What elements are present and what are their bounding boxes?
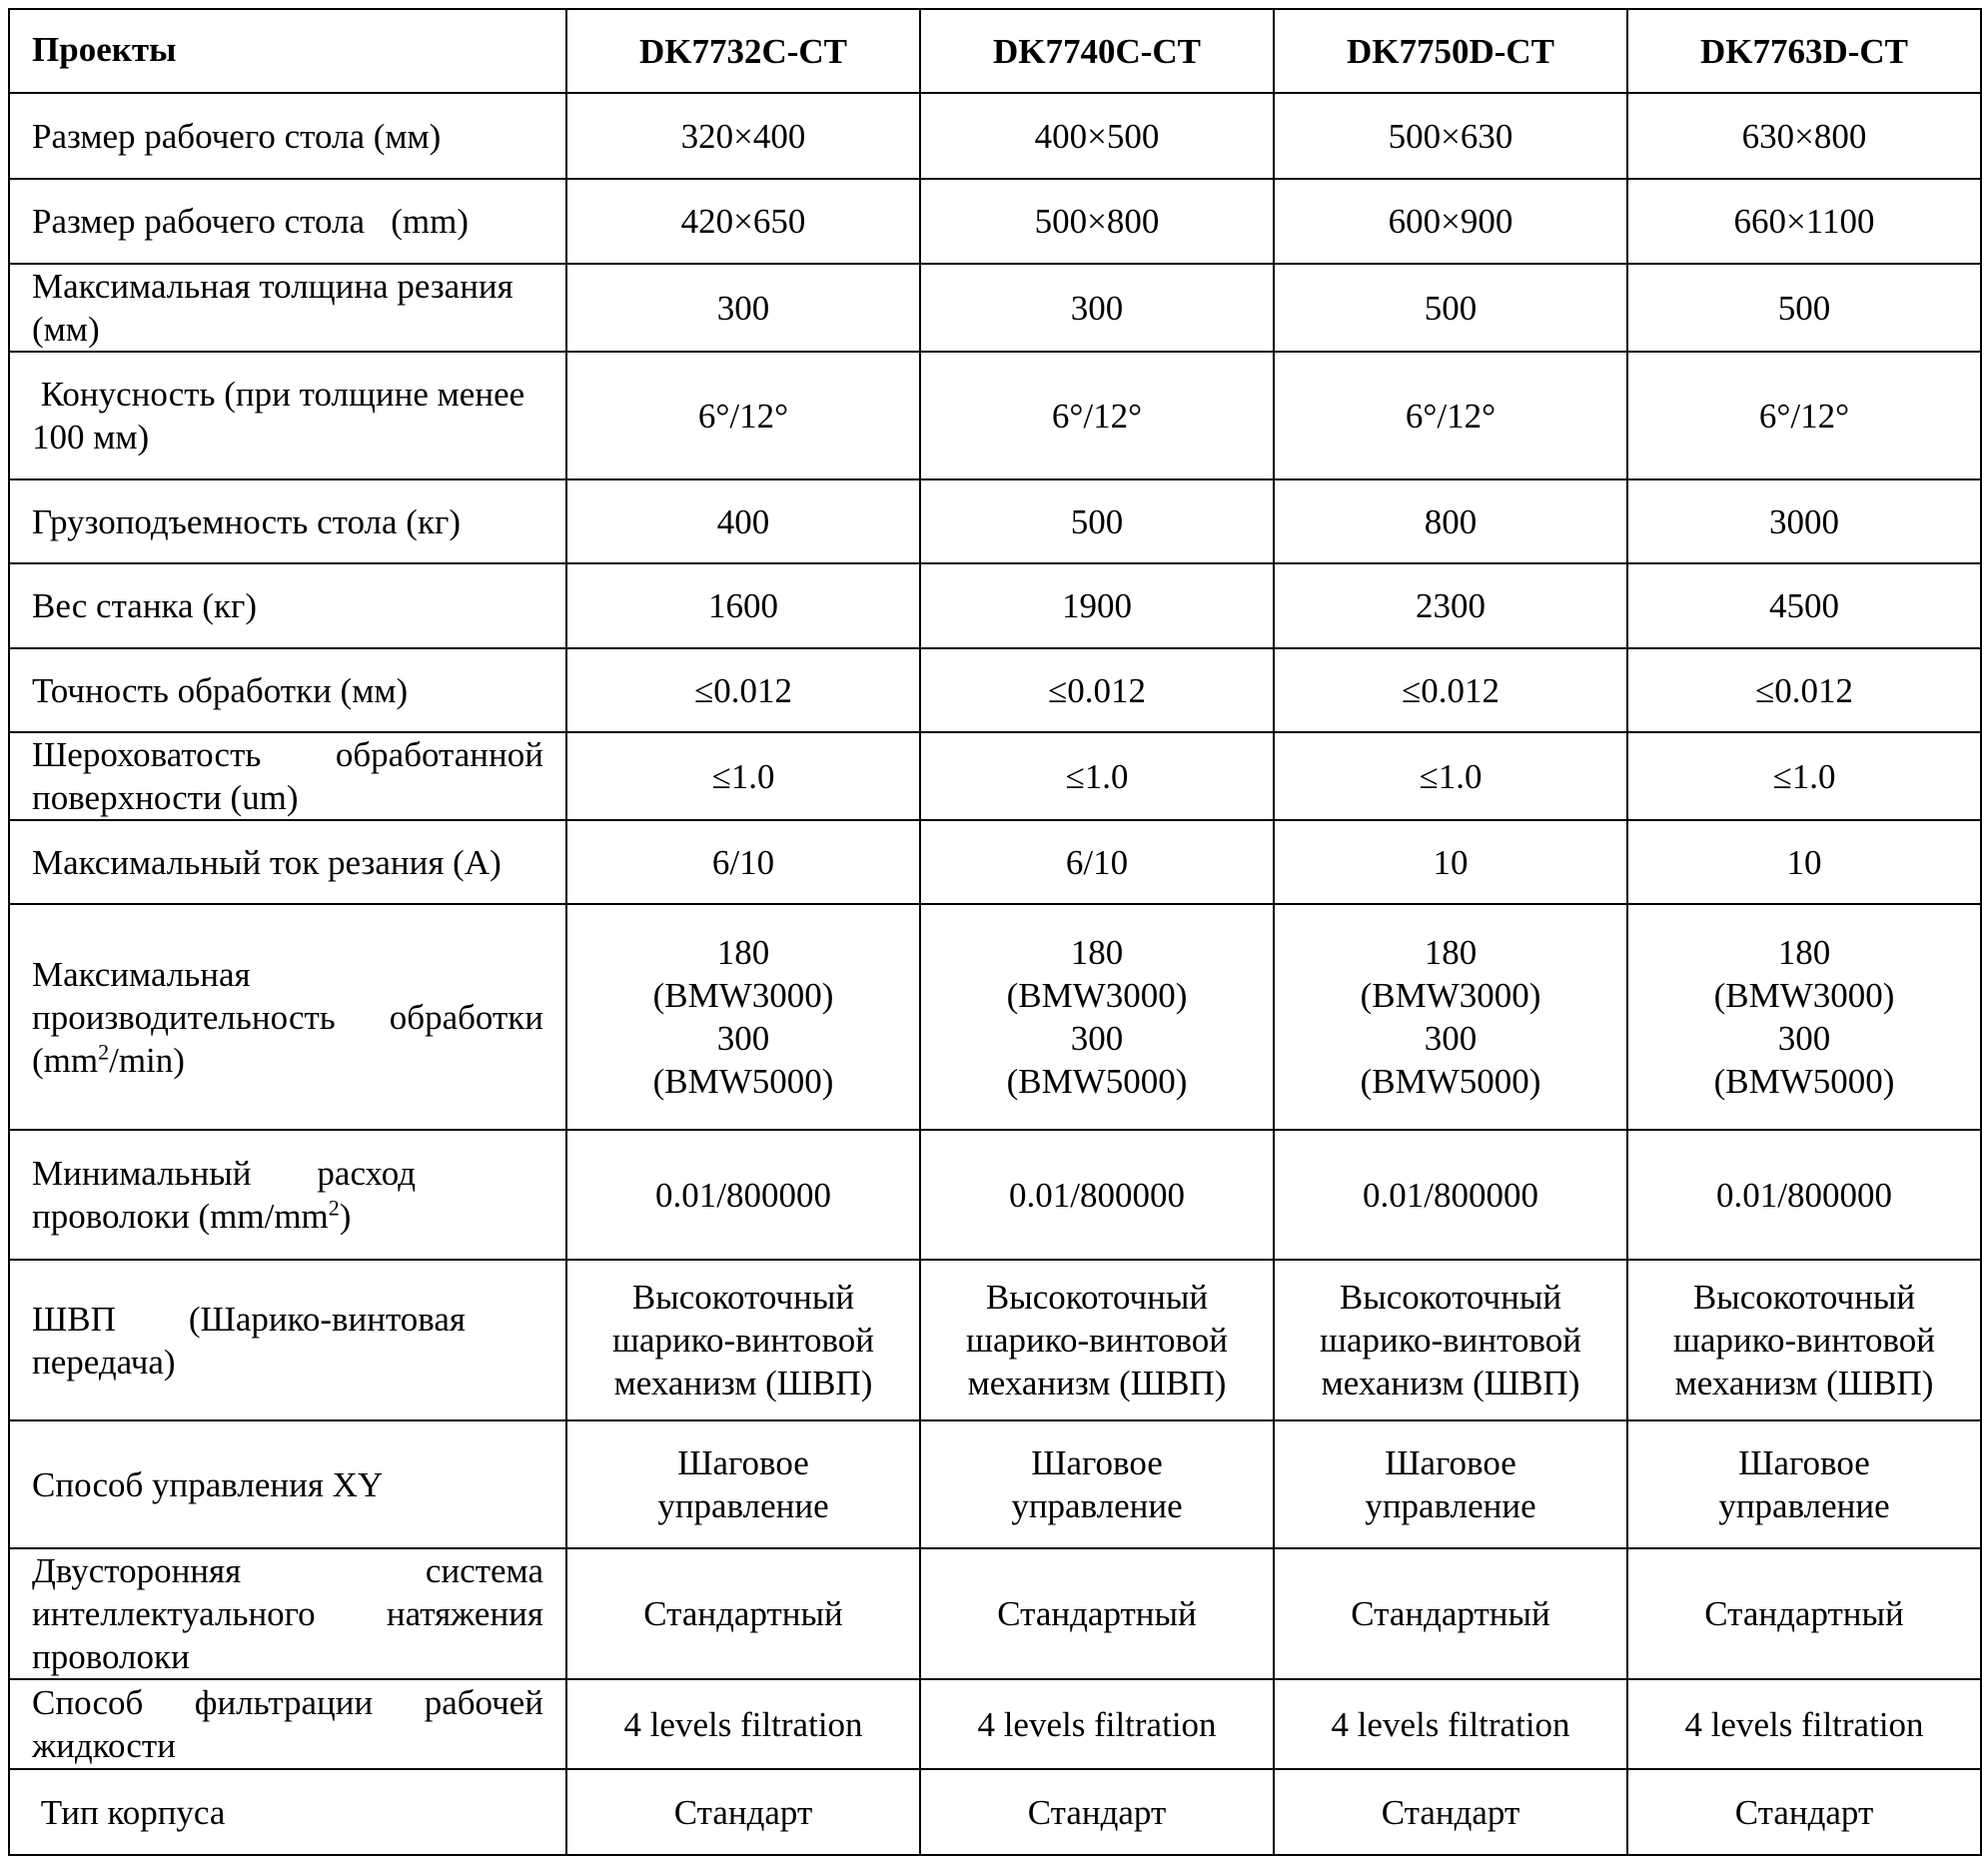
header-model-1: DK7732C-CT <box>566 9 920 93</box>
cell-value: 6°/12° <box>1274 352 1627 479</box>
table-row <box>9 1548 1981 1679</box>
cell-value: 300 <box>566 264 920 352</box>
cell-value: ≤1.0 <box>1627 732 1981 820</box>
row-label-text: Максимальная производительность обработки $(mm^2/\min)$ <box>32 954 543 1080</box>
cell-value: 2300 <box>1274 563 1627 648</box>
cell-value: Стандартный <box>1274 1548 1627 1679</box>
cell-value: 400 <box>566 479 920 563</box>
cell-value: 10 <box>1274 820 1627 904</box>
cell-value: 660×1100 <box>1627 179 1981 264</box>
row-label: Размер рабочего стола (mm) <box>9 179 566 264</box>
cell-value: Стандартный <box>920 1548 1274 1679</box>
cell-value: Стандарт <box>1274 1769 1627 1855</box>
spec-table <box>8 8 1982 1856</box>
row-label: Точность обработки (мм) <box>9 648 566 732</box>
row-label: Тип корпуса <box>9 1769 566 1855</box>
table-row <box>9 1260 1981 1420</box>
cell-value: 500 <box>920 479 1274 563</box>
cell-value: 3000 <box>1627 479 1981 563</box>
table-row <box>9 1420 1981 1548</box>
cell-value: 400×500 <box>920 93 1274 179</box>
cell-value: ≤0.012 <box>920 648 1274 732</box>
table-row <box>9 93 1981 179</box>
row-label: Размер рабочего стола (мм) <box>9 93 566 179</box>
cell-value: Высокоточный шарико-винтовой механизм (ШВП) <box>566 1260 920 1420</box>
cell-value: 320×400 <box>566 93 920 179</box>
table-row <box>9 179 1981 264</box>
header-projects: Проекты <box>9 9 566 93</box>
cell-value: 180 (BMW3000) 300 (BMW5000) <box>920 904 1274 1130</box>
cell-value: 4 levels filtration <box>920 1679 1274 1769</box>
table-row <box>9 1679 1981 1769</box>
cell-value: Стандарт <box>566 1769 920 1855</box>
cell-value: ≤0.012 <box>1274 648 1627 732</box>
table-row <box>9 732 1981 820</box>
cell-value: ≤1.0 <box>920 732 1274 820</box>
cell-value: ≤0.012 <box>566 648 920 732</box>
cell-value: Стандартный <box>1627 1548 1981 1679</box>
cell-value: Шаговое управление <box>1274 1420 1627 1548</box>
cell-value: 4 levels filtration <box>1274 1679 1627 1769</box>
cell-value: 1900 <box>920 563 1274 648</box>
cell-value: 420×650 <box>566 179 920 264</box>
cell-value: 500×630 <box>1274 93 1627 179</box>
cell-value: 4500 <box>1627 563 1981 648</box>
row-label: Двусторонняя система интеллектуального натяжения проволоки <box>9 1548 566 1679</box>
table-row <box>9 1130 1981 1260</box>
cell-value: ≤1.0 <box>566 732 920 820</box>
cell-value: Шаговое управление <box>1627 1420 1981 1548</box>
cell-value: 4 levels filtration <box>1627 1679 1981 1769</box>
row-label: Минимальный расход проволоки $(mm/mm^2)$ <box>9 1130 566 1260</box>
table-row <box>9 820 1981 904</box>
row-label: Максимальный ток резания (A) <box>9 820 566 904</box>
cell-value: Стандарт <box>1627 1769 1981 1855</box>
cell-value: 180 (BMW3000) 300 (BMW5000) <box>1627 904 1981 1130</box>
cell-value: 4 levels filtration <box>566 1679 920 1769</box>
cell-value: 630×800 <box>1627 93 1981 179</box>
cell-value: 180 (BMW3000) 300 (BMW5000) <box>566 904 920 1130</box>
cell-value: 6°/12° <box>566 352 920 479</box>
header-model-4: DK7763D-CT <box>1627 9 1981 93</box>
row-label: ШВП (Шарико-винтовая передача) <box>9 1260 566 1420</box>
cell-value: 0.01/800000 <box>1274 1130 1627 1260</box>
cell-value: Шаговое управление <box>566 1420 920 1548</box>
cell-value: 6°/12° <box>1627 352 1981 479</box>
table-row <box>9 1769 1981 1855</box>
row-label <box>9 904 566 1130</box>
cell-value: 0.01/800000 <box>920 1130 1274 1260</box>
cell-value: ≤0.012 <box>1627 648 1981 732</box>
cell-value: Высокоточный шарико-винтовой механизм (ШВП) <box>1627 1260 1981 1420</box>
cell-value: Стандартный <box>566 1548 920 1679</box>
cell-value: 500×800 <box>920 179 1274 264</box>
cell-value: 0.01/800000 <box>1627 1130 1981 1260</box>
row-label: Максимальная толщина резания (мм) <box>9 264 566 352</box>
cell-value: Стандарт <box>920 1769 1274 1855</box>
table-row <box>9 264 1981 352</box>
header-row <box>9 9 1981 93</box>
cell-value: 6/10 <box>920 820 1274 904</box>
cell-value: 600×900 <box>1274 179 1627 264</box>
cell-value: Шаговое управление <box>920 1420 1274 1548</box>
cell-value: Высокоточный шарико-винтовой механизм (ШВП) <box>1274 1260 1627 1420</box>
cell-value: 180 (BMW3000) 300 (BMW5000) <box>1274 904 1627 1130</box>
cell-value: 300 <box>920 264 1274 352</box>
table-row <box>9 352 1981 479</box>
cell-value: 500 <box>1274 264 1627 352</box>
row-label: Шероховатость обработанной поверхности (um) <box>9 732 566 820</box>
cell-value: 800 <box>1274 479 1627 563</box>
table-row <box>9 904 1981 1130</box>
row-label: Способ фильтрации рабочей жидкости <box>9 1679 566 1769</box>
cell-value: ≤1.0 <box>1274 732 1627 820</box>
row-label: Конусность (при толщине менее 100 мм) <box>9 352 566 479</box>
cell-value: Высокоточный шарико-винтовой механизм (ШВП) <box>920 1260 1274 1420</box>
cell-value: 1600 <box>566 563 920 648</box>
cell-value: 6°/12° <box>920 352 1274 479</box>
header-model-3: DK7750D-CT <box>1274 9 1627 93</box>
header-model-2: DK7740C-CT <box>920 9 1274 93</box>
table-row <box>9 563 1981 648</box>
table-row <box>9 479 1981 563</box>
row-label: Способ управления XY <box>9 1420 566 1548</box>
cell-value: 0.01/800000 <box>566 1130 920 1260</box>
row-label: Вес станка (кг) <box>9 563 566 648</box>
cell-value: 6/10 <box>566 820 920 904</box>
cell-value: 500 <box>1627 264 1981 352</box>
row-label: Грузоподъемность стола (кг) <box>9 479 566 563</box>
cell-value: 10 <box>1627 820 1981 904</box>
table-row <box>9 648 1981 732</box>
